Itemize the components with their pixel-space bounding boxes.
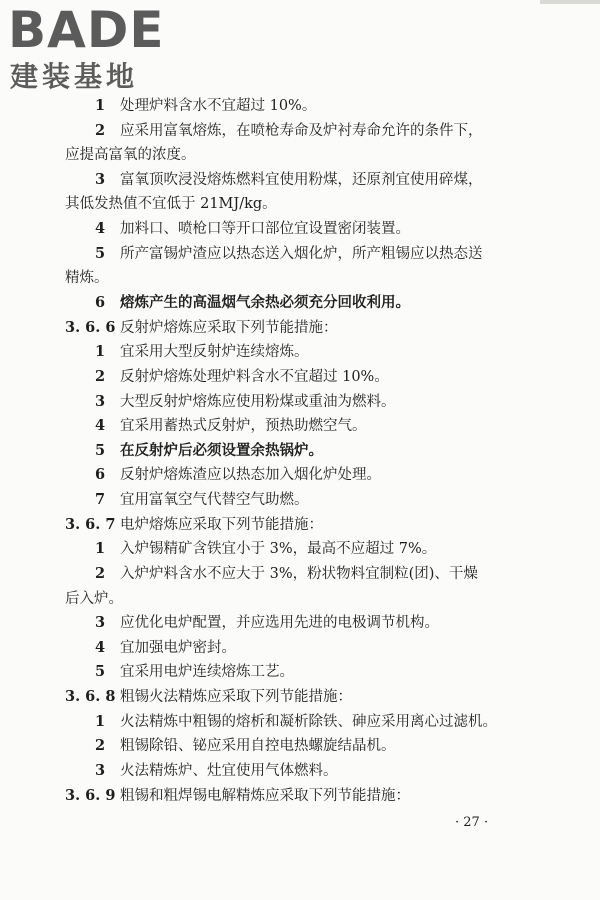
document-body: 1 处理炉料含水不宜超过 10%。 2 应采用富氧熔炼，在喷枪寿命及炉衬寿命允许的条件下， 应提高富氧的浓度。 3 富氧顶吹浸没熔炼燃料宜使用粉煤，还原剂宜使用碎煤， 其低发热值不宜低于 21MJ/kg。 4 加料口、喷枪口等开口部位宜设置密闭装置。 5 所产富锡炉渣应以热态送入烟化炉，所产粗锡应以热态送 精炼。 6 熔炼产生的高温烟气余热必须充分回收利用。 3. 6. 6 反射炉熔炼应采取下列节能措施： 1 宜采用大型反射炉连续熔炼。 2 反射炉熔炼处理炉料含水不宜超过 10%。 3 大型反射炉熔炼应使用粉煤或重油为燃料。 4 宜采用蓄热式反射炉，预热助燃空气。 5 在反射炉后必须设置余热锅炉。 6 反射炉熔炼渣应以热态加入烟化炉处理。 7 宜用富氧空气代替空气助燃。 3. 6. 7 电炉熔炼应采取下列节能措施： 1 入炉锡精矿含铁宜小于 3%，最高不应超过 7%。 2 入炉炉料含水不应大于 3%，粉状物料宜制粒(团)、干燥 后入炉。 3 应优化电炉配置，并应选用先进的电极调节机构。 4 宜加强电炉密封。 5 宜采用电炉连续熔炼工艺。 3. 6. 8 粗锡火法精炼应采取下列节能措施： 1 火法精炼中粗锡的熔析和凝析除铁、砷应采用离心过滤机。 2 粗锡除铅、铋应采用自控电热螺旋结晶机。 3 火法精炼炉、灶宜使用气体燃料。 3. 6. 9 粗锡和粗焊锡电解精炼应采取下列节能措施： · 27 · xyxy=(65,97,497,830)
page-number: · 27 · xyxy=(455,815,489,830)
logo-brand-text: BADE xyxy=(8,1,165,59)
logo-subtitle: 建装基地 xyxy=(10,60,139,93)
